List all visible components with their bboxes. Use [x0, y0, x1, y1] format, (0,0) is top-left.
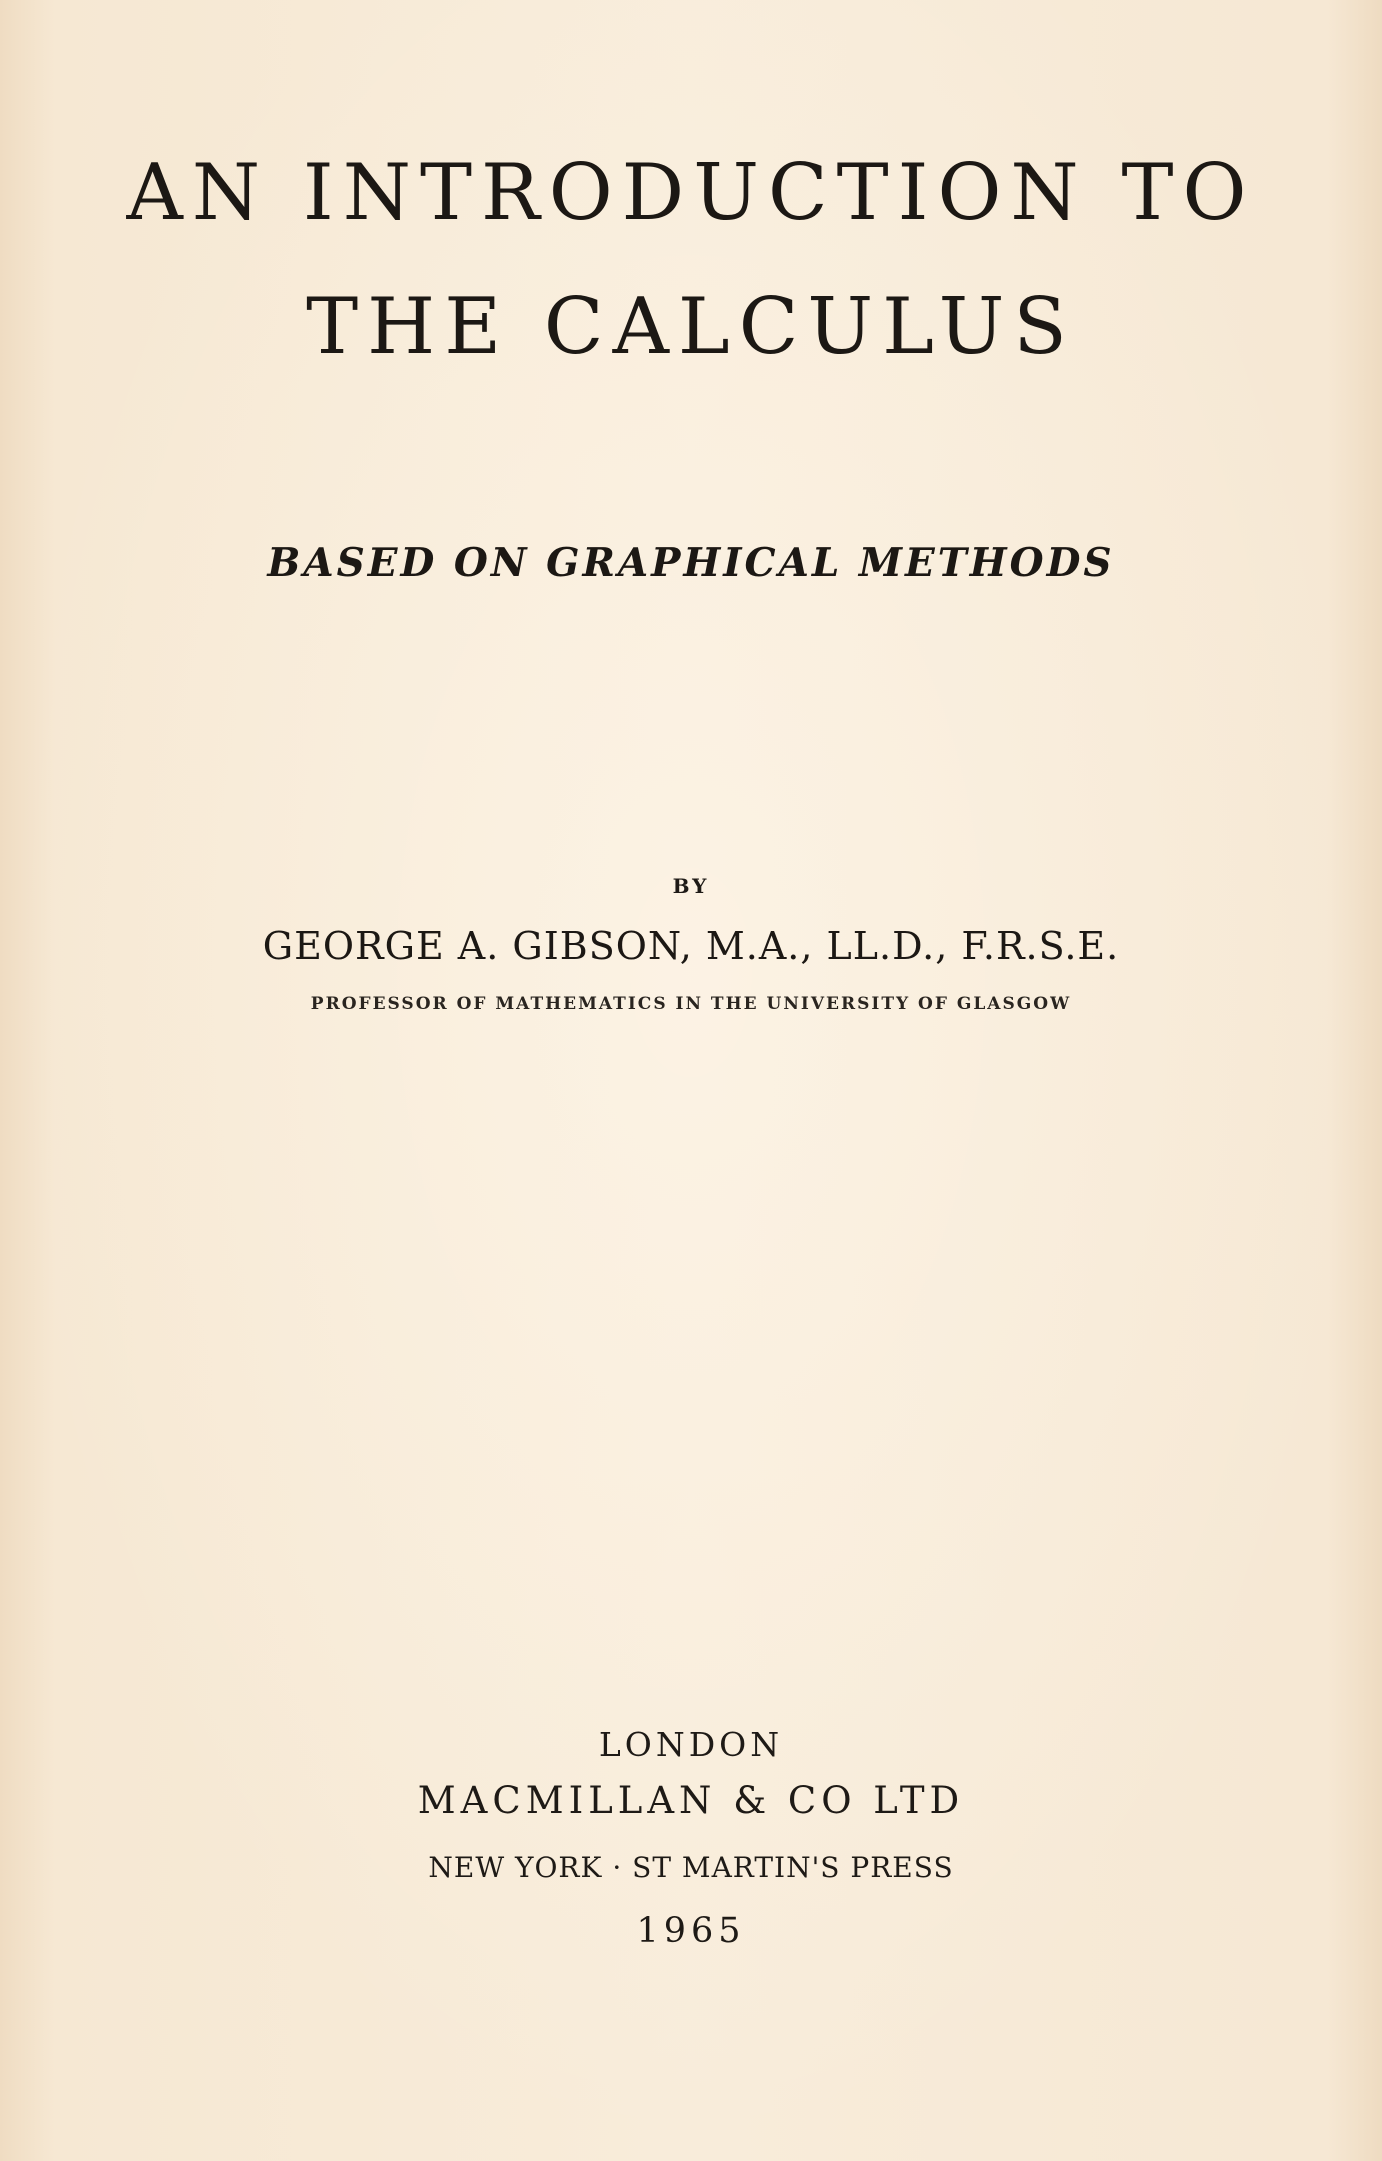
book-title-line-1: AN INTRODUCTION TO — [126, 148, 1256, 238]
author-name: GEORGE A. GIBSON, M.A., LL.D., F.R.S.E. — [262, 924, 1120, 968]
author-affiliation: PROFESSOR OF MATHEMATICS IN THE UNIVERSITY OF GLASGOW — [310, 994, 1072, 1014]
publisher-city: LONDON — [598, 1725, 784, 1764]
publication-year: 1965 — [636, 1911, 746, 1951]
publisher-name: MACMILLAN & CO LTD — [417, 1779, 965, 1822]
by-label: BY — [672, 874, 710, 898]
book-subtitle: BASED ON GRAPHICAL METHODS — [267, 540, 1115, 586]
publisher-us-imprint: NEW YORK · ST MARTIN'S PRESS — [428, 1851, 954, 1884]
book-title-line-2: THE CALCULUS — [306, 282, 1076, 372]
